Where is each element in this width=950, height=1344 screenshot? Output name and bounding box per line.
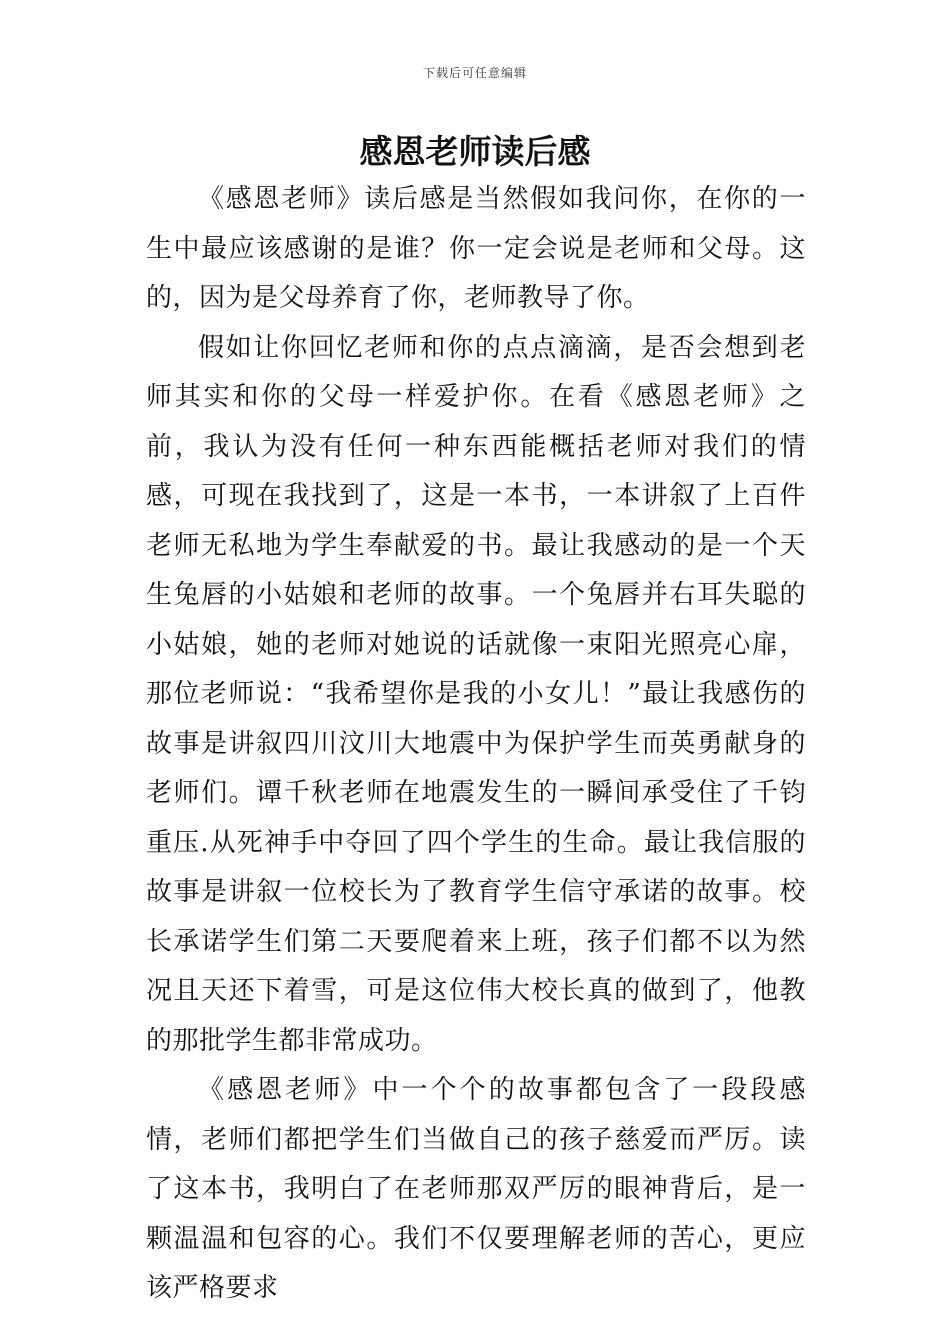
paragraph: 假如让你回忆老师和你的点点滴滴，是否会想到老师其实和你的父母一样爱护你。在看《感恩老师》之前，我认为没有任何一种东西能概括老师对我们的情感，可现在我找到了，这是一本书，一本讲叙了上百件老师无私地为学生奉献爱的书。最让我感动的是一个天生兔唇的小姑娘和老师的故事。一个兔唇并右耳失聪的小姑娘，她的老师对她说的话就像一束阳光照亮心扉，那位老师说：“我希望你是我的小女儿！”最让我感伤的故事是讲叙四川汶川大地震中为保护学生而英勇献身的老师们。谭千秋老师在地震发生的一瞬间承受住了千钧重压.从死神手中夺回了四个学生的生命。最让我信服的故事是讲叙一位校长为了教育学生信守承诺的故事。校长承诺学生们第二天要爬着来上班，孩子们都不以为然况且天还下着雪，可是这位伟大校长真的做到了，他教的那批学生都非常成功。	[146, 332, 806, 1056]
paragraph: 《感恩老师》读后感是当然假如我问你，在你的一生中最应该感谢的是谁？你一定会说是老师和父母。这的，因为是父母养育了你，老师教导了你。	[146, 184, 806, 313]
paragraph: 《感恩老师》中一个个的故事都包含了一段段感情，老师们都把学生们当做自己的孩子慈爱而严厉。读了这本书，我明白了在老师那双严厉的眼神背后，是一颗温温和包容的心。我们不仅要理解老师的苦心，更应该严格要求	[146, 1075, 806, 1303]
document-title: 感恩老师读后感	[359, 132, 591, 171]
document-body	[146, 175, 806, 1314]
header-note: 下载后可任意编辑	[422, 66, 527, 80]
